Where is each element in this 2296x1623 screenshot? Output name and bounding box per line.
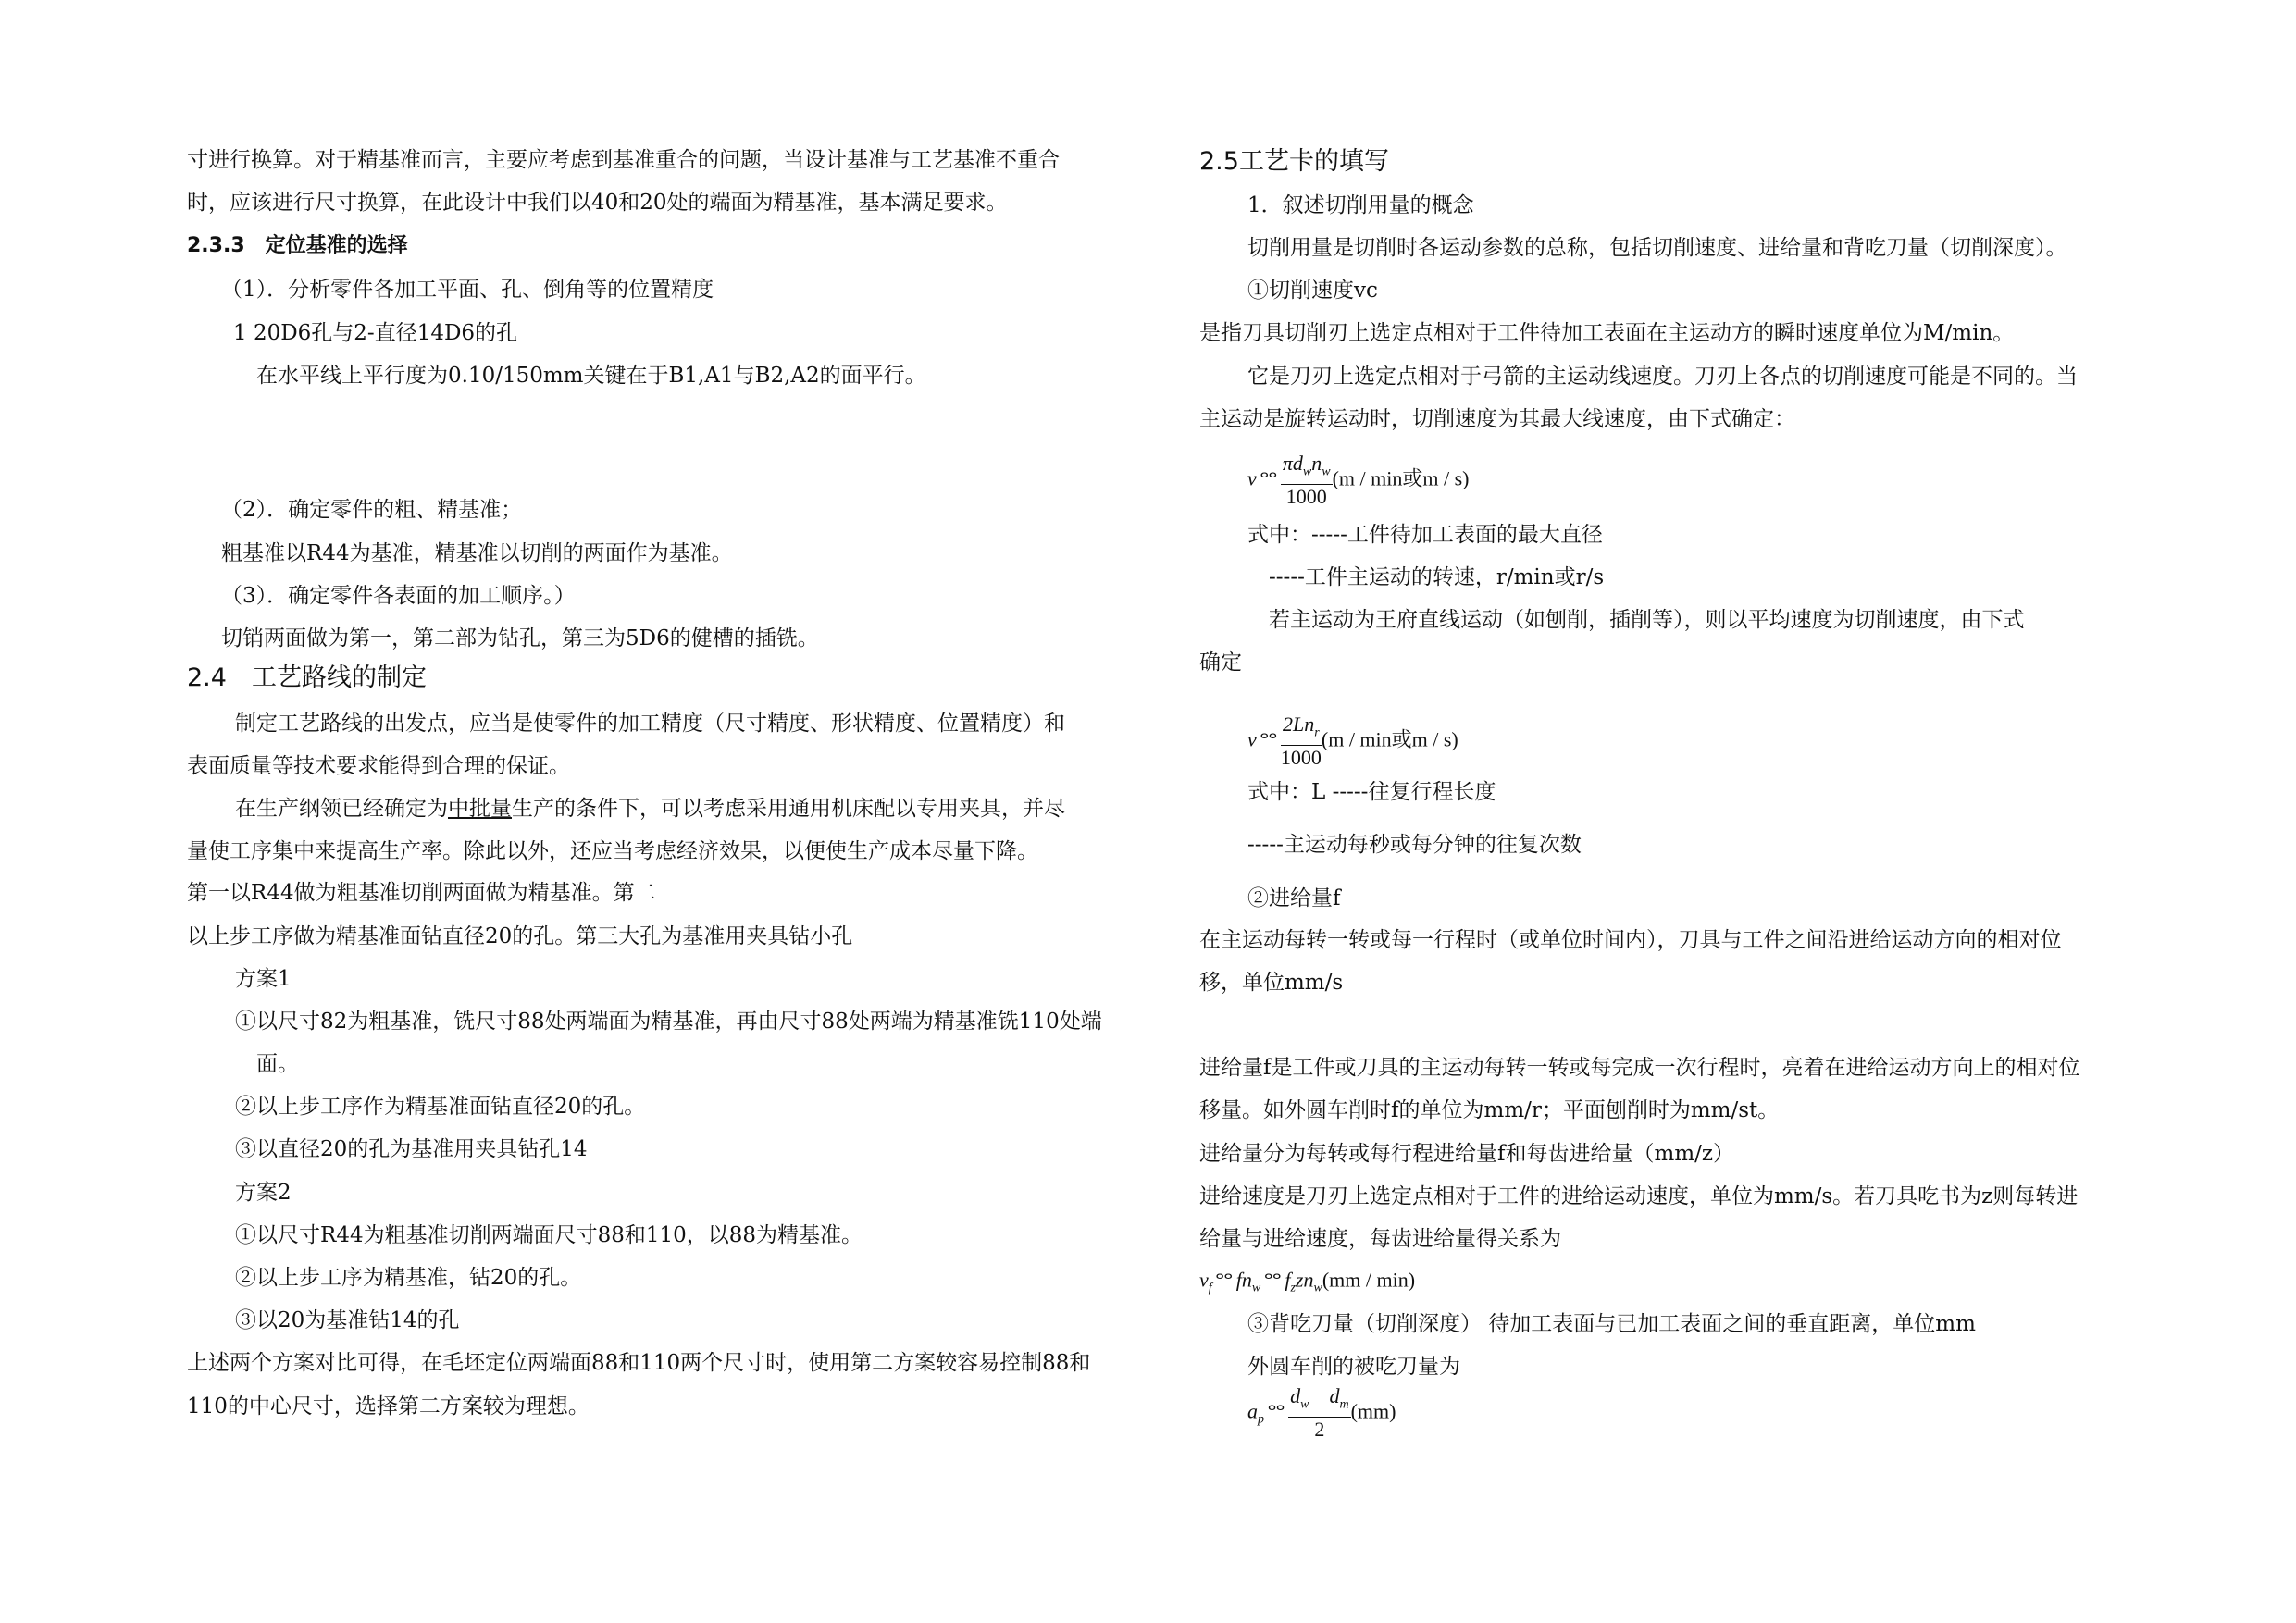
section-heading-2-4: 2.4 工艺路线的制定 [187, 663, 427, 692]
list-item: （3）．确定零件各表面的加工顺序。） [221, 584, 576, 608]
paragraph-line: 它是刀刃上选定点相对于弓箭的主运动线速度。刀刃上各点的切削速度可能是不同的。当 [1247, 365, 2078, 389]
list-item: 1 20D6孔与2-直径14D6的孔 [233, 321, 518, 345]
paragraph-line: 第一以R44做为粗基准切削两面做为精基准。第二 [187, 881, 656, 905]
plan-step: ①以尺寸82为粗基准，铣尺寸88处两端面为精基准，再由尺寸88处两端为精基准铣110处端 [235, 1010, 1102, 1034]
paragraph-line: 确定 [1199, 650, 1242, 675]
paragraph-line: 寸进行换算。对于精基准而言，主要应考虑到基准重合的问题，当设计基准与工艺基准不重合 [187, 148, 1060, 172]
where-clause: -----工件主运动的转速，r/min或r/s [1269, 565, 1605, 589]
equation-cutting-speed-reciprocating: v $^{ⴰⴰ}$ $\frac{2Ln_r}{1000}$ (m / min或m / s) [1247, 712, 1458, 770]
paragraph-line: 量使工序集中来提高生产率。除此以外，还应当考虑经济效果，以便使生产成本尽量下降。 [187, 839, 1038, 863]
plan-step-continued: 面。 [256, 1052, 299, 1076]
plan-heading: 方案1 [235, 967, 292, 991]
paragraph-line: 切销两面做为第一，第二部为钻孔，第三为5D6的健槽的插铣。 [221, 626, 819, 650]
paragraph-line: 在生产纲领已经确定为中批量生产的条件下，可以考虑采用通用机床配以专用夹具，并尽 [235, 797, 1065, 821]
plan-step: ②以上步工序作为精基准面钻直径20的孔。 [235, 1095, 646, 1119]
paragraph-line: 以上步工序做为精基准面钻直径20的孔。第三大孔为基准用夹具钻小孔 [187, 924, 853, 948]
equation-depth-of-cut: $a_p^{ⴰⴰ}$ $\frac{d_w d_m}{2}$ (mm) [1247, 1384, 1396, 1442]
paragraph-line: 移量。如外圆车削时f的单位为mm/r；平面刨削时为mm/st。 [1199, 1098, 1780, 1122]
equation-cutting-speed-rotary: v $^{ⴰⴰ}$ $\frac{\pi d_wn_w}{1000}$ (m / min或m / s) [1247, 452, 1470, 509]
paragraph-line: 进给量f是工件或刀具的主运动每转一转或每完成一次行程时，亮着在进给运动方向上的相对位 [1199, 1056, 2080, 1080]
paragraph-line: 主运动是旋转运动时，切削速度为其最大线速度，由下式确定： [1199, 407, 1795, 431]
term-heading: ③背吃刀量（切削深度） 待加工表面与已加工表面之间的垂直距离，单位mm [1247, 1312, 1976, 1336]
paragraph-line: 进给量分为每转或每行程进给量f和每齿进给量（mm/z） [1199, 1142, 1734, 1166]
plan-step: ③以20为基准钻14的孔 [235, 1308, 460, 1332]
paragraph-line: 在水平线上平行度为0.10/150mm关键在于B1,A1与B2,A2的面平行。 [256, 364, 926, 388]
paragraph-line: 给量与进给速度，每齿进给量得关系为 [1199, 1227, 1561, 1251]
paragraph-line: 上述两个方案对比可得，在毛坯定位两端面88和110两个尺寸时，使用第二方案较容易控制88和 [187, 1351, 1091, 1375]
paragraph-line: 移，单位mm/s [1199, 971, 1344, 995]
list-item: （1）．分析零件各加工平面、孔、倒角等的位置精度 [221, 278, 714, 302]
plan-step: ③以直径20的孔为基准用夹具钻孔14 [235, 1137, 588, 1161]
paragraph-line: 时，应该进行尺寸换算，在此设计中我们以40和20处的端面为精基准，基本满足要求。 [187, 191, 1008, 215]
where-clause: 式中：L -----往复行程长度 [1247, 780, 1496, 804]
paragraph-line: 在主运动每转一转或每一行程时（或单位时间内），刀具与工件之间沿进给运动方向的相对位 [1199, 928, 2062, 952]
equation-feed-speed: $v_f^{ⴰⴰ}$ $fn_w^{ⴰⴰ}$ $f_zzn_w(mm / \min)$ [1199, 1268, 1416, 1295]
plan-step: ②以上步工序为精基准，钻20的孔。 [235, 1266, 582, 1290]
paragraph-line: 制定工艺路线的出发点，应当是使零件的加工精度（尺寸精度、形状精度、位置精度）和 [235, 712, 1065, 736]
subsection-heading: 1．叙述切削用量的概念 [1247, 193, 1474, 217]
underlined-term: 中批量 [448, 797, 512, 821]
plan-step: ①以尺寸R44为粗基准切削两端面尺寸88和110，以88为精基准。 [235, 1223, 863, 1247]
paragraph-line: 切削用量是切削时各运动参数的总称，包括切削速度、进给量和背吃刀量（切削深度）。 [1247, 236, 2067, 260]
plan-heading: 方案2 [235, 1181, 292, 1205]
paragraph-line: 表面质量等技术要求能得到合理的保证。 [187, 754, 570, 778]
term-heading: ①切削速度vc [1247, 279, 1378, 303]
where-clause: 式中：-----工件待加工表面的最大直径 [1247, 523, 1603, 547]
term-heading: ②进给量f [1247, 886, 1341, 911]
section-heading-2-3-3: 2.3.3 定位基准的选择 [187, 234, 408, 257]
where-clause: -----主运动每秒或每分钟的往复次数 [1247, 833, 1582, 857]
paragraph-line: 粗基准以R44为基准，精基准以切削的两面作为基准。 [221, 541, 733, 565]
paragraph-line: 进给速度是刀刃上选定点相对于工件的进给运动速度，单位为mm/s。若刀具吃书为z则每转进 [1199, 1184, 2079, 1208]
paragraph-line: 110的中心尺寸，选择第二方案较为理想。 [187, 1394, 590, 1419]
section-heading-2-5: 2.5工艺卡的填写 [1199, 147, 1389, 176]
paragraph-line: 若主运动为王府直线运动（如刨削，插削等），则以平均速度为切削速度，由下式 [1269, 608, 2025, 632]
list-item: （2）．确定零件的粗、精基准； [221, 498, 523, 522]
paragraph-line: 外圆车削的被吃刀量为 [1247, 1355, 1460, 1379]
paragraph-line: 是指刀具切削刃上选定点相对于工件待加工表面在主运动方的瞬时速度单位为M/min。 [1199, 321, 2015, 345]
